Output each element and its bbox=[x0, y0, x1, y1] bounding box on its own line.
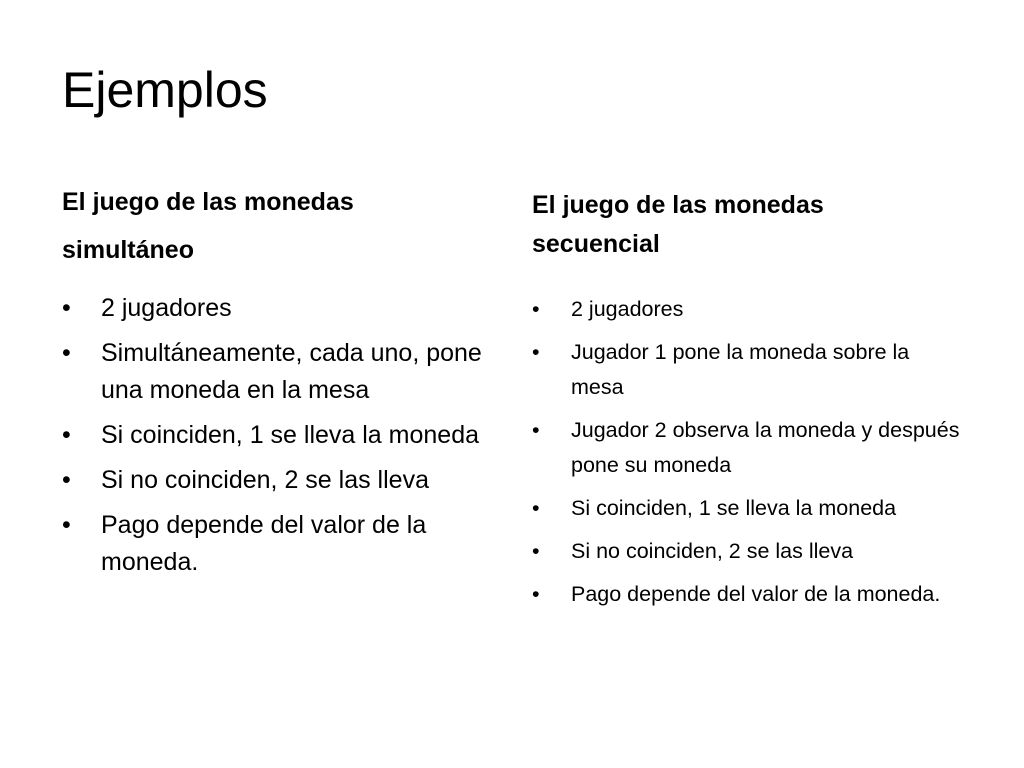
right-bullet-list bbox=[532, 292, 962, 620]
bullet-text: Si no coinciden, 2 se las lleva bbox=[571, 539, 854, 563]
bullet-text: Pago depende del valor de la moneda. bbox=[571, 582, 941, 606]
left-bullet-item bbox=[62, 290, 482, 327]
left-column-heading: El juego de las monedas simultáneo bbox=[62, 188, 354, 264]
bullet-icon: • bbox=[532, 340, 540, 364]
bullet-text: 2 jugadores bbox=[101, 294, 232, 322]
left-bullet-item bbox=[62, 507, 482, 581]
right-bullet-item bbox=[532, 534, 962, 569]
bullet-icon: • bbox=[532, 496, 540, 520]
bullet-text: 2 jugadores bbox=[571, 297, 684, 321]
bullet-icon: • bbox=[532, 418, 540, 442]
bullet-text: Simultáneamente, cada uno, pone una moneda en la mesa bbox=[101, 339, 482, 404]
left-bullet-item bbox=[62, 462, 482, 499]
bullet-text: Jugador 1 pone la moneda sobre la mesa bbox=[571, 340, 910, 399]
right-bullet-item bbox=[532, 577, 962, 612]
left-bullet-list bbox=[62, 290, 482, 589]
bullet-icon: • bbox=[532, 582, 540, 606]
bullet-icon: • bbox=[62, 466, 71, 494]
bullet-text: Si no coinciden, 2 se las lleva bbox=[101, 466, 429, 494]
bullet-text: Pago depende del valor de la moneda. bbox=[101, 511, 427, 576]
bullet-text: Si coinciden, 1 se lleva la moneda bbox=[101, 421, 480, 449]
left-bullet-item bbox=[62, 335, 482, 409]
bullet-icon: • bbox=[62, 339, 71, 367]
bullet-text: Si coinciden, 1 se lleva la moneda bbox=[571, 496, 897, 520]
right-bullet-item bbox=[532, 491, 962, 526]
left-bullet-item bbox=[62, 417, 482, 454]
right-bullet-item bbox=[532, 413, 962, 483]
right-column-heading: El juego de las monedas secuencial bbox=[532, 191, 824, 258]
bullet-icon: • bbox=[62, 421, 71, 449]
bullet-icon: • bbox=[532, 297, 540, 321]
right-bullet-item bbox=[532, 335, 962, 405]
bullet-icon: • bbox=[62, 294, 71, 322]
right-bullet-item bbox=[532, 292, 962, 327]
bullet-text: Jugador 2 observa la moneda y después pone su moneda bbox=[571, 418, 960, 477]
bullet-icon: • bbox=[62, 511, 71, 539]
bullet-icon: • bbox=[532, 539, 540, 563]
slide-title: Ejemplos bbox=[62, 62, 268, 118]
